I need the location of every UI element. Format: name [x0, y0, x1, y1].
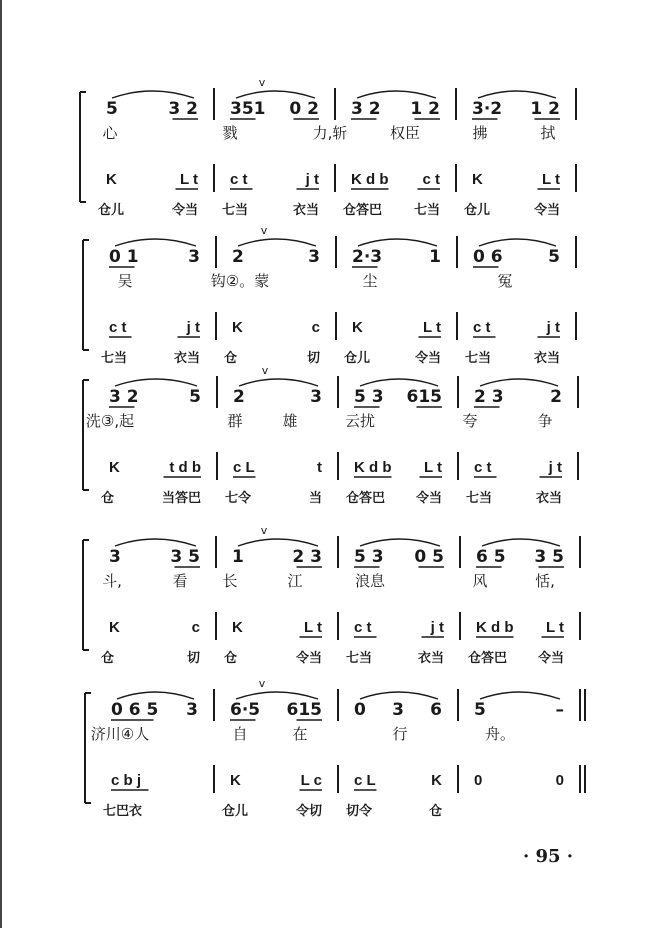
- percussion-symbol: j t: [305, 171, 319, 188]
- lyric-text: 拭: [540, 124, 556, 142]
- melody-note: 1 2: [530, 99, 560, 119]
- percussion-syllable: 七当: [466, 491, 493, 506]
- lyric-text: 权臣: [389, 124, 421, 142]
- slur: [112, 91, 194, 98]
- melody-note: 2: [232, 247, 244, 267]
- lyric-text: 冤: [497, 272, 513, 290]
- lyric-text: 云扰: [344, 412, 376, 430]
- breath-mark: v: [261, 364, 269, 377]
- melody-note: 615: [406, 387, 442, 407]
- melody-note: 1 2: [410, 99, 440, 119]
- percussion-symbol: j t: [186, 319, 200, 336]
- melody-note: 3 5: [534, 547, 564, 567]
- percussion-symbol: K: [472, 171, 483, 188]
- melody-note: 3 2: [109, 387, 139, 407]
- slur: [360, 379, 438, 386]
- percussion-syllable: 仓: [101, 651, 115, 666]
- lyric-text: 争: [537, 412, 553, 430]
- percussion-symbol: K: [230, 772, 241, 789]
- melody-note: 1: [232, 547, 244, 567]
- slur: [479, 239, 556, 246]
- percussion-symbol: j t: [548, 459, 562, 476]
- melody-note: 351: [230, 99, 266, 119]
- melody-note: 6 5: [476, 547, 506, 567]
- melody-note: 3: [188, 247, 200, 267]
- melody-note: 5 3: [354, 387, 384, 407]
- percussion-symbol: c t: [230, 171, 248, 188]
- breath-mark: v: [258, 76, 266, 89]
- percussion-symbol: 0: [555, 772, 564, 789]
- percussion-syllable: 仓答巴: [346, 491, 386, 506]
- percussion-symbol: L t: [423, 459, 442, 476]
- percussion-syllable: 令当: [537, 651, 564, 666]
- percussion-syllable: 令当: [295, 651, 322, 666]
- percussion-symbol: K: [352, 319, 363, 336]
- percussion-syllable: 令当: [414, 351, 441, 366]
- percussion-symbol: K: [232, 319, 243, 336]
- percussion-symbol: K d b: [351, 171, 389, 188]
- melody-note: 0: [354, 700, 366, 720]
- percussion-symbol: c t: [473, 319, 491, 336]
- percussion-symbol: t: [317, 459, 322, 476]
- percussion-symbol: c b j: [111, 772, 142, 789]
- melody-note: 2·3: [352, 247, 383, 267]
- lyric-text: 在: [292, 725, 308, 743]
- slur: [238, 539, 318, 546]
- percussion-syllable: 仓答巴: [343, 203, 383, 218]
- lyric-text: 斗,: [102, 572, 122, 590]
- percussion-symbol: K d b: [476, 619, 514, 636]
- percussion-syllable: 切: [186, 651, 200, 666]
- melody-note: 615: [286, 700, 322, 720]
- percussion-symbol: j t: [430, 619, 444, 636]
- percussion-symbol: L t: [541, 171, 560, 188]
- percussion-syllable: 衣当: [535, 491, 562, 506]
- melody-note: –: [555, 700, 564, 720]
- percussion-syllable: 当答巴: [161, 491, 201, 506]
- melody-note: 0 5: [414, 547, 444, 567]
- percussion-symbol: c: [311, 319, 320, 336]
- percussion-syllable: 仓答巴: [468, 651, 508, 666]
- lyric-text: 力,斩: [312, 124, 348, 142]
- slur: [115, 239, 196, 246]
- melody-note: 3 2: [351, 99, 381, 119]
- slur: [357, 91, 436, 98]
- percussion-symbol: L t: [303, 619, 322, 636]
- percussion-syllable: 当: [308, 491, 322, 506]
- melody-note: 0 2: [289, 99, 319, 119]
- breath-mark: v: [260, 524, 268, 537]
- melody-note: 3: [392, 700, 404, 720]
- percussion-syllable: 衣当: [533, 351, 560, 366]
- slur: [117, 692, 194, 699]
- lyric-text: 风: [472, 572, 488, 590]
- melody-note: 3 2: [168, 99, 198, 119]
- melody-note: 5: [474, 700, 486, 720]
- slur: [115, 379, 197, 386]
- percussion-syllable: 七令: [225, 491, 252, 506]
- slur: [115, 539, 196, 546]
- lyric-text: 拂: [472, 124, 488, 142]
- percussion-syllable: 切令: [346, 804, 373, 819]
- percussion-symbol: 0: [474, 772, 483, 789]
- percussion-symbol: K d b: [354, 459, 392, 476]
- percussion-syllable: 七当: [346, 651, 373, 666]
- percussion-syllable: 仓: [428, 804, 442, 819]
- percussion-syllable: 七当: [101, 351, 128, 366]
- lyric-text: 行: [392, 725, 408, 743]
- melody-note: 2 3: [474, 387, 504, 407]
- percussion-symbol: c t: [474, 459, 492, 476]
- slur: [236, 692, 318, 699]
- lyric-text: 舟。: [484, 725, 516, 743]
- percussion-symbol: c t: [354, 619, 372, 636]
- percussion-syllable: 衣当: [173, 351, 200, 366]
- slur: [480, 692, 560, 699]
- percussion-symbol: c L: [354, 772, 376, 789]
- percussion-syllable: 七当: [413, 203, 440, 218]
- lyric-text: 浪息: [354, 572, 386, 590]
- percussion-syllable: 七当: [222, 203, 249, 218]
- melody-note: 3: [186, 700, 198, 720]
- melody-note: 5: [189, 387, 201, 407]
- melody-note: 5 3: [354, 547, 384, 567]
- melody-note: 1: [429, 247, 441, 267]
- melody-note: 6: [430, 700, 442, 720]
- lyric-text: 自: [232, 725, 248, 743]
- lyric-text: 长: [222, 572, 238, 590]
- lyric-text: 看: [172, 572, 188, 590]
- melody-note: 0 1: [109, 247, 139, 267]
- slur: [360, 692, 438, 699]
- percussion-symbol: L c: [300, 772, 322, 789]
- percussion-syllable: 令切: [295, 804, 322, 819]
- melody-note: 5: [106, 99, 118, 119]
- percussion-syllable: 七当: [465, 351, 492, 366]
- percussion-syllable: 仓: [224, 651, 238, 666]
- lyric-text: 夸: [462, 412, 478, 430]
- percussion-syllable: 衣当: [292, 203, 319, 218]
- percussion-symbol: c t: [422, 171, 440, 188]
- melody-note: 2: [233, 387, 245, 407]
- lyric-text: 恬,: [535, 572, 555, 590]
- percussion-symbol: t d b: [169, 459, 201, 476]
- percussion-symbol: K: [109, 619, 120, 636]
- percussion-symbol: c: [191, 619, 200, 636]
- percussion-symbol: j t: [546, 319, 560, 336]
- lyric-text: 洗③,起: [85, 412, 135, 430]
- percussion-syllable: 仓儿: [464, 203, 491, 218]
- melody-note: 0 6 5: [111, 700, 159, 720]
- percussion-syllable: 令当: [415, 491, 442, 506]
- lyric-text: 尘: [362, 272, 378, 290]
- percussion-symbol: c L: [233, 459, 255, 476]
- percussion-symbol: K: [106, 171, 117, 188]
- percussion-symbol: c t: [109, 319, 127, 336]
- lyric-text: 江: [287, 572, 303, 590]
- percussion-symbol: K: [232, 619, 243, 636]
- percussion-syllable: 切: [306, 351, 320, 366]
- breath-mark: v: [260, 224, 268, 237]
- melody-note: 3·2: [472, 99, 503, 119]
- lyric-text: 吴: [117, 272, 133, 290]
- percussion-syllable: 衣当: [417, 651, 444, 666]
- slur: [358, 239, 437, 246]
- melody-note: 2 3: [292, 547, 322, 567]
- slur: [238, 239, 316, 246]
- percussion-symbol: K: [109, 459, 120, 476]
- melody-note: 6·5: [230, 700, 261, 720]
- slur: [478, 91, 556, 98]
- percussion-syllable: 仓: [224, 351, 238, 366]
- percussion-symbol: L t: [545, 619, 564, 636]
- percussion-syllable: 令当: [171, 203, 198, 218]
- lyric-text: 济川④人: [90, 725, 150, 743]
- slur: [360, 539, 440, 546]
- percussion-symbol: L t: [179, 171, 198, 188]
- percussion-symbol: L t: [422, 319, 441, 336]
- melody-note: 3: [310, 387, 322, 407]
- percussion-syllable: 七巴衣: [103, 804, 143, 819]
- percussion-syllable: 仓儿: [344, 351, 371, 366]
- slur: [480, 379, 558, 386]
- slur: [482, 539, 560, 546]
- lyric-text: 戮: [222, 124, 238, 142]
- breath-mark: v: [258, 677, 266, 690]
- lyric-text: 钩②。蒙: [210, 272, 270, 290]
- melody-note: 0 6: [473, 247, 503, 267]
- slur: [239, 379, 318, 386]
- melody-note: 5: [548, 247, 560, 267]
- percussion-syllable: 仓儿: [98, 203, 125, 218]
- melody-note: 2: [550, 387, 562, 407]
- melody-note: 3: [308, 247, 320, 267]
- melody-note: 3: [109, 547, 121, 567]
- lyric-text: 心: [102, 124, 118, 142]
- page-number: · 95 ·: [522, 846, 574, 867]
- lyric-text: 雄: [282, 412, 298, 430]
- melody-note: 3 5: [170, 547, 200, 567]
- percussion-symbol: K: [431, 772, 442, 789]
- slur: [236, 91, 315, 98]
- lyric-text: 群: [227, 412, 243, 430]
- percussion-syllable: 仓儿: [222, 804, 249, 819]
- percussion-syllable: 令当: [533, 203, 560, 218]
- percussion-syllable: 仓: [101, 491, 115, 506]
